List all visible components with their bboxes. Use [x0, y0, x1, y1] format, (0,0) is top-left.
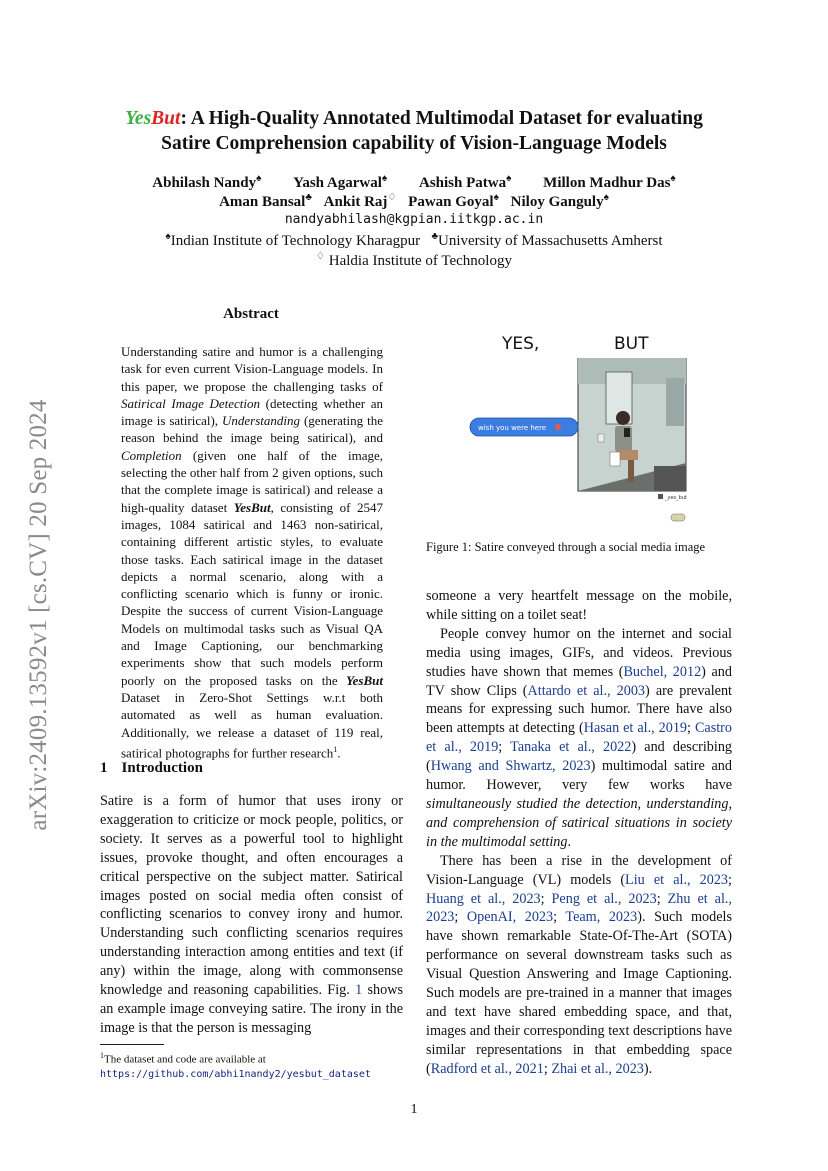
citation-link[interactable]: Hwang and Shwartz, 2023: [430, 758, 591, 775]
bubble-text: wish you were here: [478, 424, 547, 432]
person-shin-icon: [628, 460, 634, 482]
citation-link[interactable]: Buchel, 2012: [623, 663, 702, 680]
instagram-icon: [658, 494, 663, 499]
heart-icon: [555, 424, 561, 430]
citation-link[interactable]: OpenAI, 2023: [466, 909, 554, 926]
citation-link[interactable]: Tanaka et al., 2022: [510, 739, 632, 756]
citation-link[interactable]: Zhai et al., 2023: [551, 1060, 644, 1077]
affiliation-3: ♢ Haldia Institute of Technology: [316, 251, 512, 269]
badge-icon: [671, 514, 685, 521]
watermark-text: _yes_but: [665, 495, 687, 501]
paragraph: someone a very heartfelt message on the mobile, while sitting on a toilet seat!: [426, 588, 732, 623]
section-heading: 1 Introduction: [100, 760, 203, 776]
author: Yash Agarwal♠: [293, 173, 388, 191]
title-line1: : A High-Quality Annotated Multimodal Dataset for evaluating: [180, 108, 703, 129]
arxiv-id: arXiv:2409.13592v1 [cs.CV] 20 Sep 2024: [25, 399, 52, 831]
paper-title: [90, 106, 738, 156]
paragraph: People convey humor on the internet and social media using images, GIFs, and videos. Previous studies have shown that memes (Buchel, 2012) and TV show Clips (Attardo et al., 2003) are prevalent means for expressing such humor. There have also been attempts at detecting (Hasan et al., 2019; Castro et al., 2019; Tanaka et al., 2022) and describing (Hwang and Shwartz, 2023) multimodal satire and humor. However, very few works have simultaneously studied the detection, understanding, and comprehension of satirical situations in society in the multimodal setting.: [426, 625, 733, 850]
toilet-paper-icon: [598, 434, 604, 442]
figure-yes-label: YES,: [502, 334, 540, 354]
citation-link[interactable]: Peng et al., 2023: [551, 890, 657, 907]
arxiv-sidebar: [22, 355, 56, 875]
citation-link[interactable]: Zhu et al., 2023: [426, 890, 732, 926]
author: Ankit Raj♢: [323, 192, 397, 210]
citation-link[interactable]: Radford et al., 2021: [430, 1060, 544, 1077]
author-row-1: [90, 173, 738, 192]
title-yes: Yes: [125, 108, 152, 129]
citation-link[interactable]: Castro et al., 2019: [426, 720, 732, 756]
citation-link[interactable]: Attardo et al., 2003: [527, 682, 646, 699]
abstract-heading: Abstract: [223, 306, 279, 322]
intro-left-text: Satire is a form of humor that uses irony or exaggeration to criticize or mock people, politics, or society. It serves as a powerful tool to highlight issues, provoke thought, and often encourages a critical perspective on the subject matter. Satirical images posted on social media often consist of conflicting scenarios to convey irony and humor. Understanding such conflicting scenarios requires understanding interaction among entities and text (if any) within the image, along with commonsense knowledge and reasoning capabilities. Fig. 1 shows an example image conveying satire. The irony in the image is that the person is messaging: [100, 793, 403, 1036]
person-head-icon: [616, 411, 630, 425]
affiliations: ♠Indian Institute of Technology Kharagpur ♣University of Massachusetts Amherst: [165, 231, 663, 249]
door-icon: [666, 378, 684, 426]
phone-icon: [624, 428, 630, 437]
paragraph: There has been a rise in the development of Vision-Language (VL) models (Liu et al., 2023; Huang et al., 2023; Peng et al., 2023; Zhu et al., 2023; OpenAI, 2023; Team, 2023). Such models have shown remarkable State-Of-The-Art (SOTA) performance on several downstream tasks such as Visual Question Answering and Image Captioning. Such models are pre-trained in a manner that images and text have shared embedding space, and that, images and their corresponding text descriptions have similar representations in that embedding space (Radford et al., 2021; Zhai et al., 2023).: [426, 852, 733, 1077]
author: Pawan Goyal♠: [408, 192, 499, 210]
abstract-body: Understanding satire and humor is a challenging task for even current Vision-Language models. In this paper, we propose the challenging tasks of Satirical Image Detection (detecting whether an image is satirical), Understanding (generating the reason behind the image being satirical), and Completion (given one half of the image, selecting the other half from 2 given options, such that the complete image is satirical) and release a high-quality dataset YesBut, consisting of 2547 images, 1084 satirical and 1463 non-satirical, containing different artistic styles, to evaluate those tasks. Each satirical image in the dataset depicts a normal scenario, along with a conflicting scenario which is funny or ironic. Despite the success of current Vision-Language Models on multimodal tasks such as Visual QA and Image Captioning, our benchmarking experiments show that such models perform poorly on the proposed tasks on the YesBut Dataset in Zero-Shot Settings w.r.t both automated as well as human evaluation. Additionally, we release a dataset of 119 real, satirical photographs for further research$^1$.: [121, 344, 384, 761]
footnote: $^1$The dataset and code are available at https://github.com/abhi1nandy2/yesbut_dataset: [100, 1051, 371, 1080]
figure-but-label: BUT: [614, 334, 649, 354]
author: Ashish Patwa♠: [418, 173, 512, 191]
title-line2: Satire Comprehension capability of Vision-Language Models: [161, 133, 667, 154]
footnote-rule: [100, 1044, 164, 1045]
page-number: 1: [410, 1102, 418, 1117]
figure-illustration: [466, 358, 696, 528]
figure-ref-link[interactable]: 1: [355, 982, 363, 999]
figure-caption: Figure 1: Satire conveyed through a social media image: [426, 540, 706, 554]
author: Abhilash Nandy♠: [152, 173, 262, 191]
title-but: But: [151, 108, 181, 129]
author: Millon Madhur Das♠: [543, 173, 676, 191]
dataset-url-link[interactable]: https://github.com/abhi1nandy2/yesbut_dataset: [100, 1068, 371, 1080]
citation-link[interactable]: Hasan et al., 2019: [583, 720, 688, 737]
intro-right-text: [426, 587, 732, 1079]
stall-divider: [654, 466, 686, 491]
author: Aman Bansal♣: [219, 192, 312, 210]
author-email: nandyabhilash@kgpian.iitkgp.ac.in: [284, 212, 544, 227]
citation-link[interactable]: Huang et al., 2023: [426, 890, 541, 907]
author-row-2: [90, 192, 738, 211]
citation-link[interactable]: Liu et al., 2023: [625, 871, 729, 888]
author: Niloy Ganguly♠: [510, 192, 609, 210]
toilet-icon: [610, 452, 620, 466]
citation-link[interactable]: Team, 2023: [565, 909, 638, 926]
